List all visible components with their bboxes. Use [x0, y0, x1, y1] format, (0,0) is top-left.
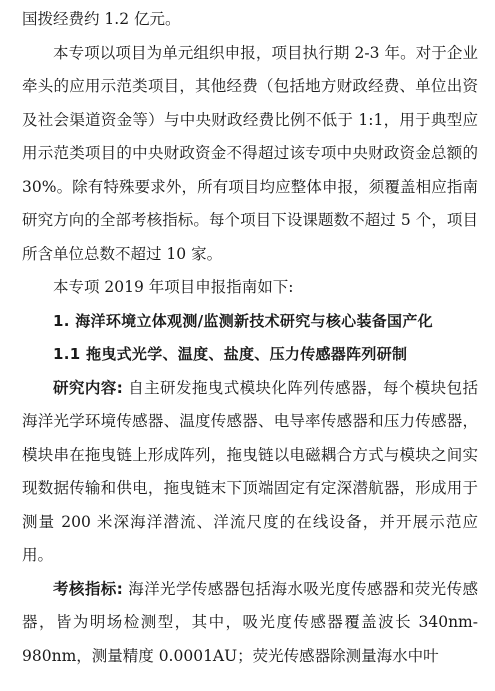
paragraph-assessment-indicators [22, 573, 478, 674]
paragraph-research-content [22, 372, 478, 573]
document-page [22, 0, 478, 673]
research-content-label: 研究内容: [53, 378, 123, 397]
paragraph-application-rules: 本专项以项目为单元组织申报，项目执行期 2-3 年。对于企业牵头的应用示范类项目，其他经费（包括地方财政经费、单位出资及社会渠道资金等）与中央财政经费比例不低于 1:1，用于典型应用示范类项目的中央财政资金不得超过该专项中央财政资金总额的 30%。除有特殊要求外，所有项目均应整体申报，须覆盖相应指南研究方向的全部考核指标。每个项目下设课题数不超过 5 个，项目所含单位总数不超过 10 家。 [22, 43, 478, 263]
assessment-indicators-label: 考核指标: [53, 579, 123, 598]
paragraph-guide-intro: 本专项 2019 年项目申报指南如下: [53, 278, 294, 296]
section-heading-1: 1. 海洋环境立体观测/监测新技术研究与核心装备国产化 [53, 311, 433, 330]
research-content-text: 自主研发拖曳式模块化阵列传感器，每个模块包括海洋光学环境传感器、温度传感器、电导率传感器和压力传感器，模块串在拖曳链上形成阵列，拖曳链以电磁耦合方式与模块之间实现数据传输和供电，拖曳链末下顶端固定有定深潜航器，形成用于测量 200 米深海洋潜流、洋流尺度的在线设备，并开展示范应用。 [22, 378, 478, 564]
paragraph-funding-amount: 国拨经费约 1.2 亿元。 [22, 10, 181, 28]
section-heading-1-1: 1.1 拖曳式光学、温度、盐度、压力传感器阵列研制 [53, 345, 408, 363]
assessment-indicators-text: 海洋光学传感器包括海水吸光度传感器和荧光传感器，皆为明场检测型，其中，吸光度传感器覆盖波长 340nm-980nm，测量精度 0.0001AU；荧光传感器除测量海水中叶 [22, 579, 478, 665]
